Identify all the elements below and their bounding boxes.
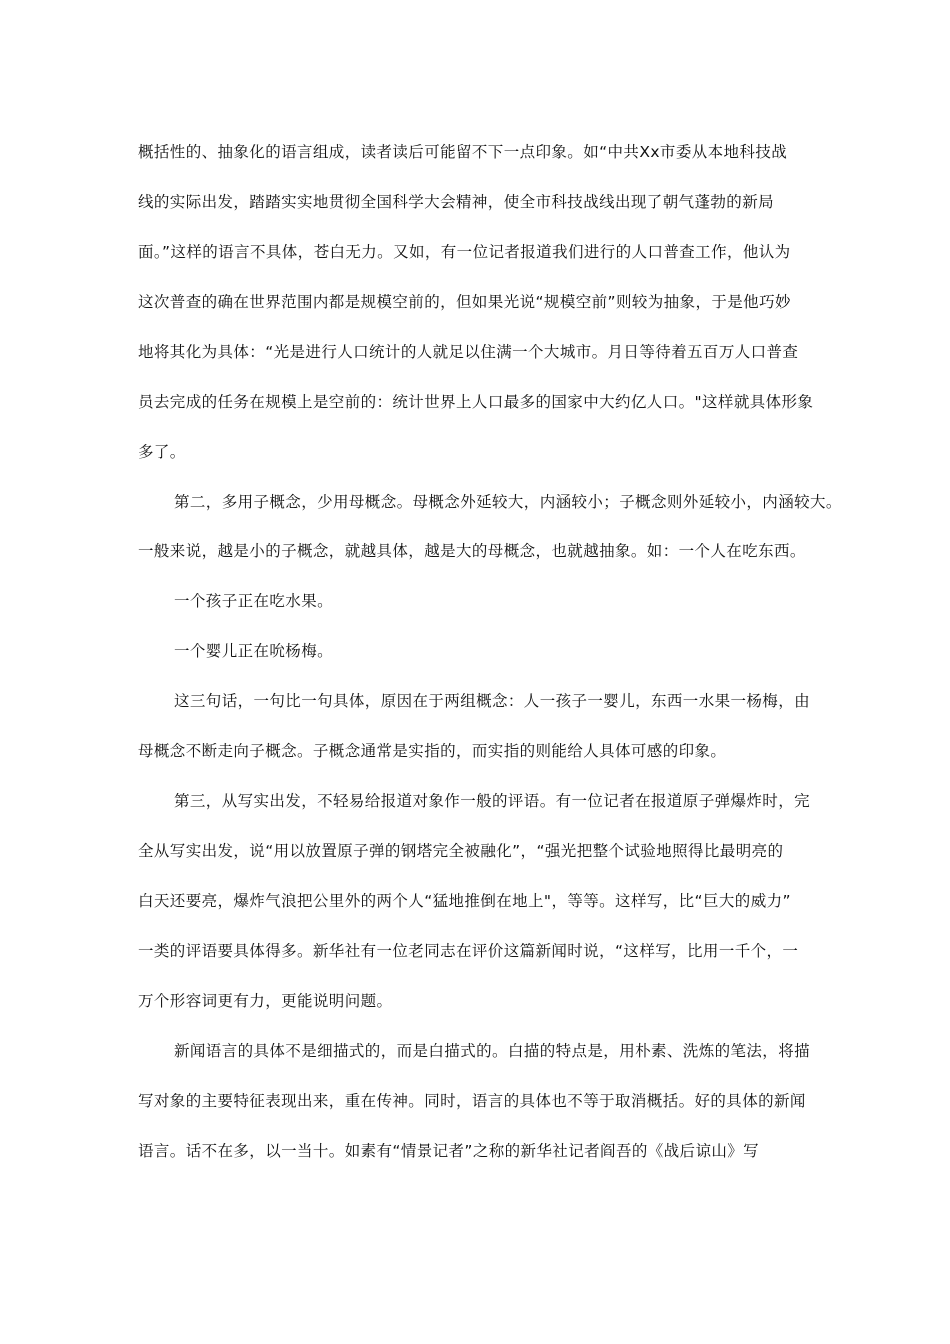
- example-line: 一个婴儿正在吮杨梅。: [174, 642, 334, 660]
- text-line: 白天还要亮，爆炸气浪把公里外的两个人“猛地推倒在地上"，等等。这样写，比“巨大的威力”: [138, 892, 791, 910]
- paragraph-start-line: 新闻语言的具体不是细描式的，而是白描式的。白描的特点是，用朴素、洗炼的笔法，将描: [174, 1042, 811, 1060]
- text-line: 万个形容词更有力，更能说明问题。: [138, 992, 393, 1010]
- text-line: 地将其化为具体：“光是进行人口统计的人就足以住满一个大城市。月日等待着五百万人口普查: [138, 343, 799, 361]
- text-line: 员去完成的任务在规模上是空前的：统计世界上人口最多的国家中大约亿人口。"这样就具体形象: [138, 393, 814, 411]
- text-line: 这次普查的确在世界范围内都是规模空前的，但如果光说“规模空前”则较为抽象，于是他巧妙: [138, 293, 791, 311]
- text-line: 概括性的、抽象化的语言组成，读者读后可能留不下一点印象。如“中共Xx市委从本地科技战: [138, 143, 788, 161]
- text-line: 母概念不断走向子概念。子概念通常是实指的，而实指的则能给人具体可感的印象。: [138, 742, 727, 760]
- example-line: 一个孩子正在吃水果。: [174, 592, 334, 610]
- text-line: 一类的评语要具体得多。新华社有一位老同志在评价这篇新闻时说，“这样写，比用一千个，一: [138, 942, 799, 960]
- paragraph-start-line: 第二，多用子概念，少用母概念。母概念外延较大，内涵较小；子概念则外延较小，内涵较大。: [174, 493, 842, 511]
- paragraph-start-line: 第三，从写实出发，不轻易给报道对象作一般的评语。有一位记者在报道原子弹爆炸时，完: [174, 792, 811, 810]
- text-line: 面。”这样的语言不具体，苍白无力。又如，有一位记者报道我们进行的人口普查工作，他认为: [138, 243, 791, 261]
- text-line: 全从写实出发，说“用以放置原子弹的钢塔完全被融化”，“强光把整个试验地照得比最明亮的: [138, 842, 784, 860]
- text-line: 语言。话不在多，以一当十。如素有“情景记者”之称的新华社记者阎吾的《战后谅山》写: [138, 1142, 760, 1160]
- text-line: 一般来说，越是小的子概念，就越具体，越是大的母概念，也就越抽象。如：一个人在吃东西。: [138, 542, 806, 560]
- text-line: 写对象的主要特征表现出来，重在传神。同时，语言的具体也不等于取消概括。好的具体的新闻: [138, 1092, 806, 1110]
- text-line: 线的实际出发，踏踏实实地贯彻全国科学大会精神，使全市科技战线出现了朝气蓬勃的新局: [138, 193, 775, 211]
- paragraph-start-line: 这三句话，一句比一句具体，原因在于两组概念：人一孩子一婴儿，东西一水果一杨梅，由: [174, 692, 811, 710]
- text-line: 多了。: [138, 443, 186, 461]
